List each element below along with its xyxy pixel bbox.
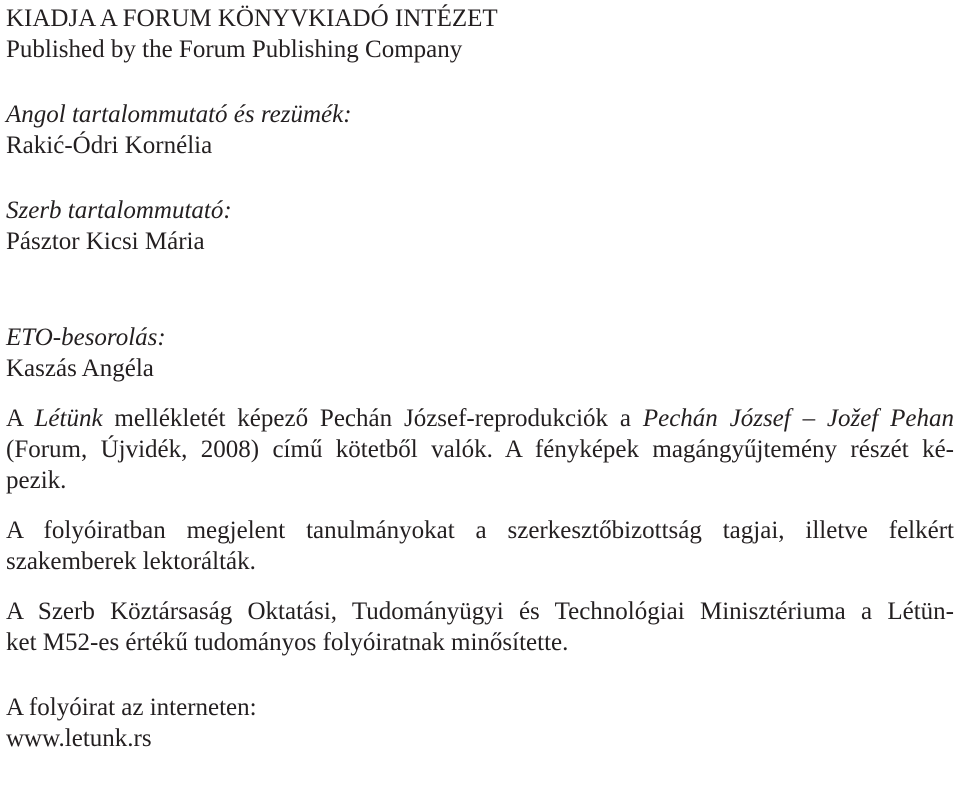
- paragraph-peer-review: [6, 515, 954, 577]
- credit-serbian-contents: [6, 195, 954, 257]
- credit-role: ETO-besorolás:: [6, 324, 166, 351]
- paragraph-line: (Forum, Újvidék, 2008) című kötetből valók. A fényképek magángyűjtemény részét ké-: [6, 436, 954, 463]
- publisher-title-english: Published by the Forum Publishing Company: [6, 36, 463, 63]
- credit-udc-classification: [6, 322, 954, 384]
- credit-name: Kaszás Angéla: [6, 355, 154, 382]
- credit-name: Pásztor Kicsi Mária: [6, 228, 205, 255]
- book-title: Pechán József – Jožef Pehan: [642, 405, 954, 432]
- paragraph-ministry-rating: [6, 596, 954, 658]
- paragraph-line: ket M52-es értékű tudományos folyóiratnak minősítette.: [6, 629, 569, 656]
- credit-role: Szerb tartalommutató:: [6, 197, 232, 224]
- paragraph-line: pezik.: [6, 467, 67, 494]
- web-label: A folyóirat az interneten:: [6, 694, 257, 721]
- credit-role: Angol tartalommutató és rezümék:: [6, 101, 352, 128]
- publisher-header: [6, 3, 954, 65]
- paragraph-reproductions: [6, 403, 954, 496]
- colophon-page: [6, 3, 954, 754]
- paragraph-line: A folyóiratban megjelent tanulmányokat a szerkesztőbizottság tagjai, illetve felkért: [6, 517, 954, 544]
- credit-name: Rakić-Ódri Kornélia: [6, 132, 213, 159]
- paragraph-line: szakemberek lektorálták.: [6, 548, 256, 575]
- journal-title: Létünk: [34, 405, 103, 432]
- web-address-block: [6, 692, 954, 754]
- paragraph-line: A Létünk mellékletét képező Pechán József-reprodukciók a Pechán József – Jožef Pehan: [6, 405, 954, 432]
- publisher-title-hungarian: KIADJA A FORUM KÖNYVKIADÓ INTÉZET: [6, 5, 498, 32]
- paragraph-line: A Szerb Köztársaság Oktatási, Tudományügyi és Technológiai Minisztériuma a Létün-: [6, 598, 954, 625]
- web-url: www.letunk.rs: [6, 725, 152, 752]
- credit-english-summary: [6, 99, 954, 161]
